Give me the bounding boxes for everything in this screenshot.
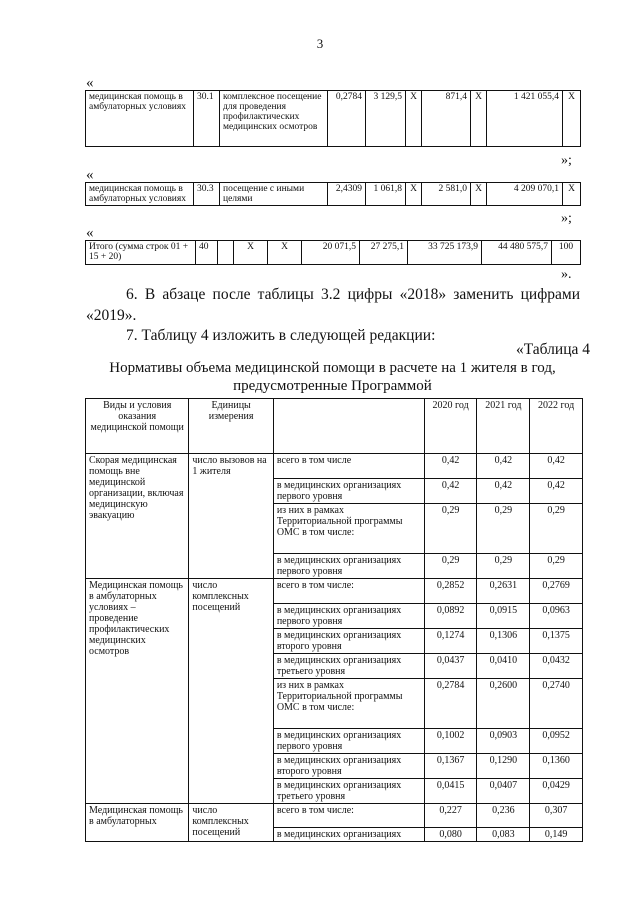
cell-2021: 0,0903 bbox=[477, 729, 530, 754]
cell-2020: 0,0415 bbox=[424, 779, 477, 804]
cell-name: Итого (сумма строк 01 + 15 + 20) bbox=[86, 241, 196, 265]
cell-2021: 0,42 bbox=[477, 454, 530, 479]
cell-desc: в медицинских организациях второго уровня bbox=[273, 629, 424, 654]
cell-value: X bbox=[471, 183, 487, 206]
cell-2022: 0,0952 bbox=[530, 729, 583, 754]
cell-2022: 0,0429 bbox=[530, 779, 583, 804]
cell-2022: 0,2769 bbox=[530, 579, 583, 604]
cell-value: 1 421 055,4 bbox=[487, 91, 563, 147]
cell-2022: 0,29 bbox=[530, 554, 583, 579]
cell-2020: 0,29 bbox=[424, 554, 477, 579]
cell-value: 20 071,5 bbox=[302, 241, 360, 265]
table-title-line1: Нормативы объема медицинской помощи в расчете на 1 жителя в год, bbox=[109, 360, 556, 376]
cell-2020: 0,42 bbox=[424, 479, 477, 504]
cell-type: Скорая медицинская помощь вне медицинской организации, включая медицинскую эвакуацию bbox=[86, 454, 189, 579]
cell-desc: из них в рамках Территориальной программы ОМС в том числе: bbox=[273, 504, 424, 554]
cell-2021: 0,29 bbox=[477, 504, 530, 554]
cell-2021: 0,2600 bbox=[477, 679, 530, 729]
cell-value: X bbox=[471, 91, 487, 147]
cell-2021: 0,236 bbox=[477, 804, 530, 828]
cell-2020: 0,1274 bbox=[424, 629, 477, 654]
cell-value: X bbox=[234, 241, 268, 265]
cell-2021: 0,0407 bbox=[477, 779, 530, 804]
quote-close-1: »; bbox=[561, 153, 572, 168]
cell-desc: в медицинских организациях первого уровня bbox=[273, 729, 424, 754]
cell-value: 2,4309 bbox=[328, 183, 366, 206]
cell-type: Медицинская помощь в амбулаторных bbox=[86, 804, 189, 842]
cell-2022: 0,1375 bbox=[530, 629, 583, 654]
header-desc bbox=[273, 399, 424, 454]
cell-2021: 0,0410 bbox=[477, 654, 530, 679]
table-row bbox=[86, 579, 583, 604]
fragment-row bbox=[86, 183, 581, 206]
table-label: «Таблица 4 bbox=[515, 341, 590, 358]
cell-value: 33 725 173,9 bbox=[408, 241, 482, 265]
cell-2020: 0,1002 bbox=[424, 729, 477, 754]
header-2020: 2020 год bbox=[424, 399, 477, 454]
cell-2022: 0,42 bbox=[530, 454, 583, 479]
cell-2022: 0,29 bbox=[530, 504, 583, 554]
cell-unit: число комплексных посещений bbox=[189, 579, 273, 804]
table-title-line2: предусмотренные Программой bbox=[233, 378, 432, 394]
cell-value: X bbox=[406, 91, 422, 147]
header-row bbox=[86, 399, 583, 454]
fragment-table-2 bbox=[85, 182, 581, 206]
cell-value: 4 209 070,1 bbox=[487, 183, 563, 206]
cell-2021: 0,1306 bbox=[477, 629, 530, 654]
cell-desc: в медицинских организациях первого уровня bbox=[273, 479, 424, 504]
quote-close-2: »; bbox=[561, 211, 572, 226]
cell-empty bbox=[218, 241, 234, 265]
cell-value: X bbox=[563, 183, 581, 206]
fragment-table-1 bbox=[85, 90, 581, 147]
cell-2021: 0,2631 bbox=[477, 579, 530, 604]
cell-desc: в медицинских организациях первого уровня bbox=[273, 604, 424, 629]
cell-2020: 0,2784 bbox=[424, 679, 477, 729]
page-number: 3 bbox=[316, 36, 324, 51]
cell-desc: из них в рамках Территориальной программы ОМС в том числе: bbox=[273, 679, 424, 729]
quote-open-2: « bbox=[86, 167, 94, 183]
cell-2021: 0,0915 bbox=[477, 604, 530, 629]
fragment-row bbox=[86, 91, 581, 147]
cell-value: 1 061,8 bbox=[366, 183, 406, 206]
cell-type: Медицинская помощь в амбулаторных условиях – проведение профилактических медицинских осмотров bbox=[86, 579, 189, 804]
cell-2020: 0,227 bbox=[424, 804, 477, 828]
cell-unit: комплексное посещение для проведения профилактических медицинских осмотров bbox=[220, 91, 328, 147]
cell-2020: 0,2852 bbox=[424, 579, 477, 604]
cell-value: 871,4 bbox=[422, 91, 471, 147]
header-2021: 2021 год bbox=[477, 399, 530, 454]
cell-value: X bbox=[406, 183, 422, 206]
cell-unit: посещение с иными целями bbox=[220, 183, 328, 206]
cell-desc: в медицинских организациях второго уровня bbox=[273, 754, 424, 779]
cell-unit: число комплексных посещений bbox=[189, 804, 273, 842]
fragment-table-3 bbox=[85, 240, 581, 265]
cell-2020: 0,1367 bbox=[424, 754, 477, 779]
cell-code: 30.1 bbox=[194, 91, 220, 147]
paragraph-6: 6. В абзаце после таблицы 3.2 цифры «2018» заменить цифрами «2019». bbox=[86, 286, 580, 324]
header-2022: 2022 год bbox=[530, 399, 583, 454]
table-row bbox=[86, 804, 583, 828]
cell-desc: всего в том числе bbox=[273, 454, 424, 479]
paragraph-7: 7. Таблицу 4 изложить в следующей редакции: bbox=[126, 327, 436, 344]
table-row bbox=[86, 454, 583, 479]
header-type: Виды и условия оказания медицинской помощи bbox=[86, 399, 189, 454]
cell-2020: 0,0892 bbox=[424, 604, 477, 629]
cell-2022: 0,0963 bbox=[530, 604, 583, 629]
cell-value: 44 480 575,7 bbox=[482, 241, 552, 265]
cell-value: 3 129,5 bbox=[366, 91, 406, 147]
cell-2020: 0,29 bbox=[424, 504, 477, 554]
cell-desc: всего в том числе: bbox=[273, 579, 424, 604]
cell-2021: 0,083 bbox=[477, 828, 530, 842]
cell-value: X bbox=[268, 241, 302, 265]
cell-2020: 0,42 bbox=[424, 454, 477, 479]
cell-2021: 0,29 bbox=[477, 554, 530, 579]
cell-desc: всего в том числе: bbox=[273, 804, 424, 828]
cell-2022: 0,149 bbox=[530, 828, 583, 842]
cell-code: 40 bbox=[196, 241, 218, 265]
cell-unit: число вызовов на 1 жителя bbox=[189, 454, 273, 579]
cell-desc: в медицинских организациях первого уровня bbox=[273, 554, 424, 579]
header-unit: Единицы измерения bbox=[189, 399, 273, 454]
cell-value: X bbox=[563, 91, 581, 147]
cell-2022: 0,307 bbox=[530, 804, 583, 828]
cell-2021: 0,42 bbox=[477, 479, 530, 504]
cell-desc: в медицинских организациях третьего уровня bbox=[273, 654, 424, 679]
quote-close-3: ». bbox=[561, 267, 572, 282]
cell-value: 100 bbox=[552, 241, 581, 265]
cell-2020: 0,080 bbox=[424, 828, 477, 842]
cell-2020: 0,0437 bbox=[424, 654, 477, 679]
cell-value: 27 275,1 bbox=[360, 241, 408, 265]
main-table bbox=[85, 398, 583, 842]
cell-value: 0,2784 bbox=[328, 91, 366, 147]
cell-2022: 0,0432 bbox=[530, 654, 583, 679]
fragment-row bbox=[86, 241, 581, 265]
cell-2022: 0,1360 bbox=[530, 754, 583, 779]
quote-open-3: « bbox=[86, 225, 94, 241]
cell-value: 2 581,0 bbox=[422, 183, 471, 206]
cell-name: медицинская помощь в амбулаторных условиях bbox=[86, 183, 194, 206]
cell-code: 30.3 bbox=[194, 183, 220, 206]
cell-desc: в медицинских организациях bbox=[273, 828, 424, 842]
cell-desc: в медицинских организациях третьего уровня bbox=[273, 779, 424, 804]
cell-2022: 0,42 bbox=[530, 479, 583, 504]
quote-open-1: « bbox=[86, 75, 94, 91]
cell-name: медицинская помощь в амбулаторных условиях bbox=[86, 91, 194, 147]
cell-2022: 0,2740 bbox=[530, 679, 583, 729]
cell-2021: 0,1290 bbox=[477, 754, 530, 779]
